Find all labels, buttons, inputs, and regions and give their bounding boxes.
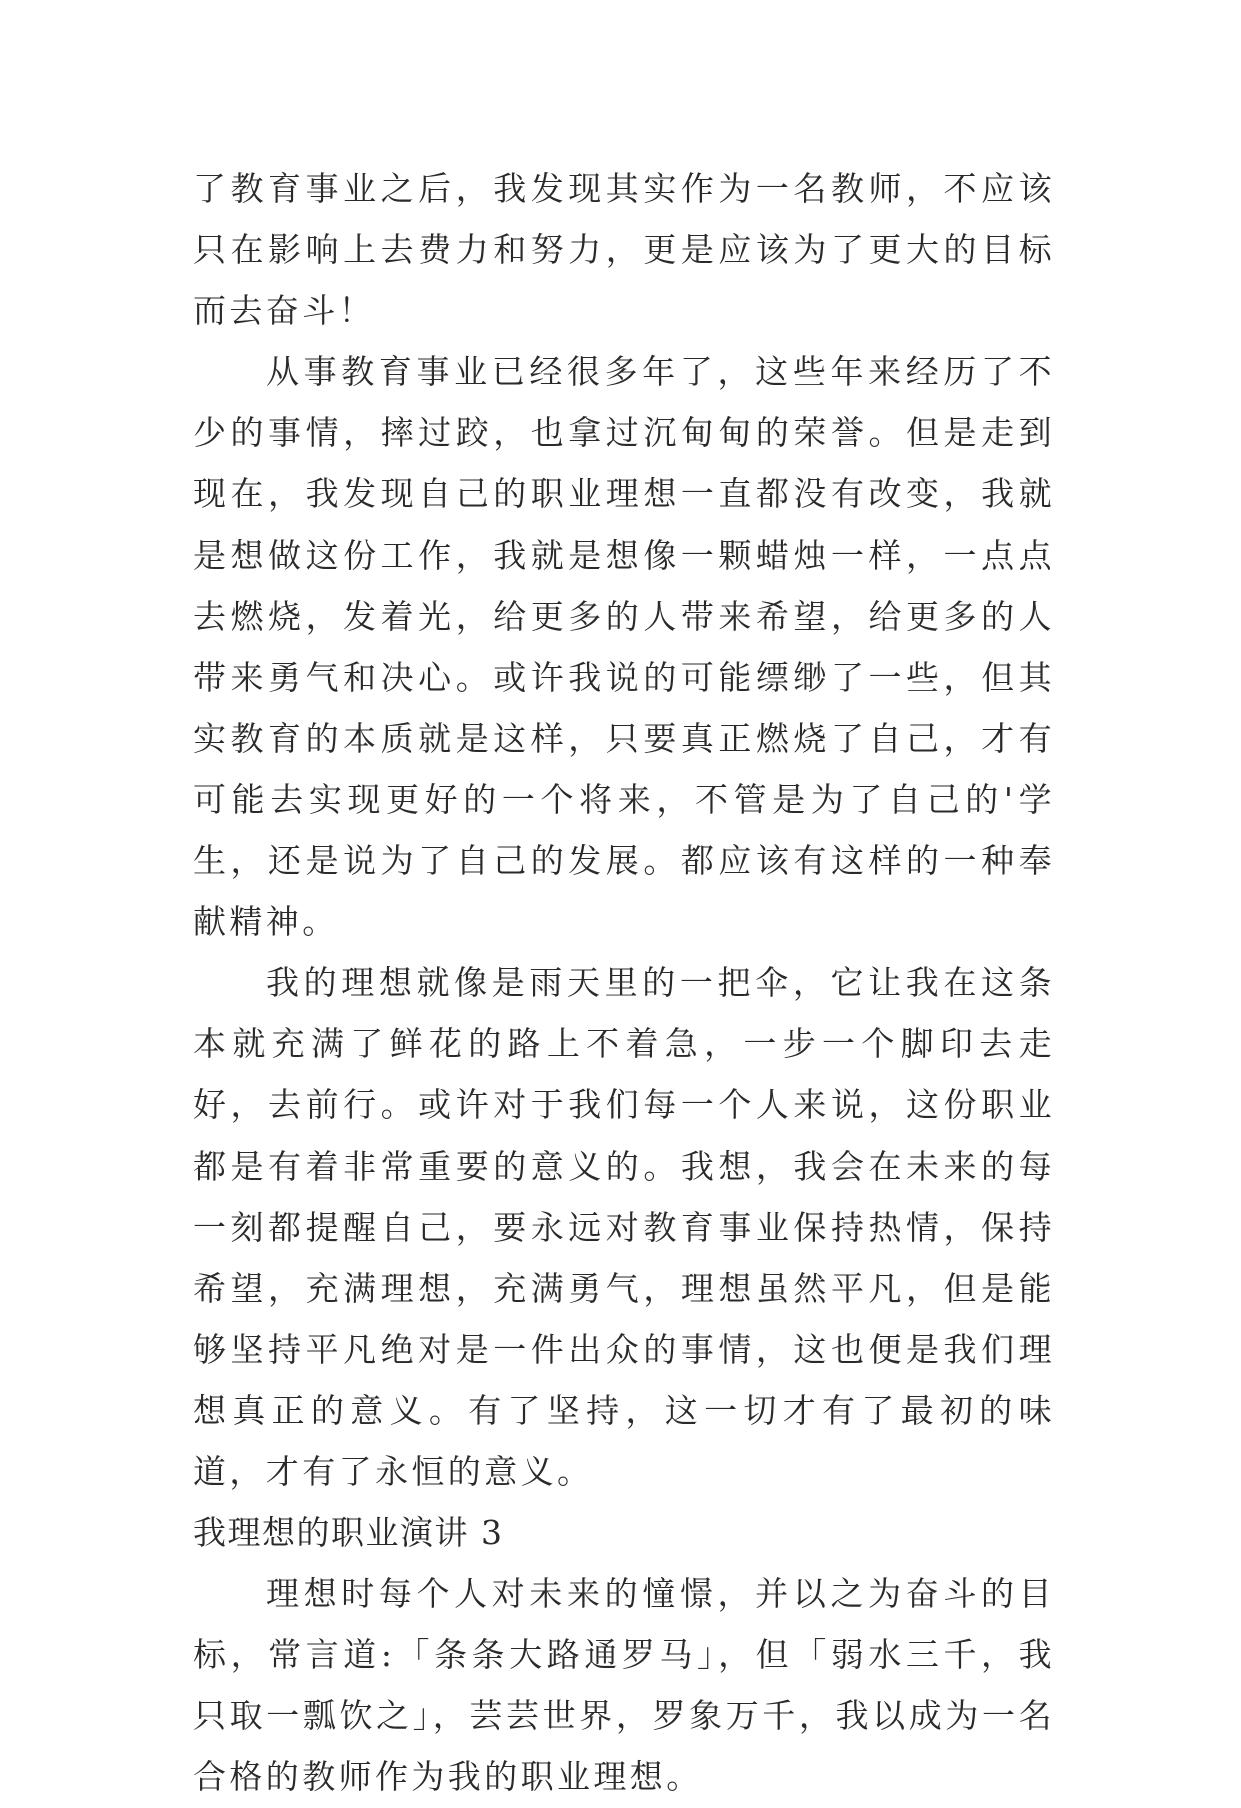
- document-body: [193, 158, 1055, 1808]
- paragraph-teacher-ideal: 理想时每个人对未来的憧憬，并以之为奋斗的目标，常言道:「条条大路通罗马」，但「弱水三千，我只取一瓢饮之」，芸芸世界，罗象万千，我以成为一名合格的教师作为我的职业理想。: [193, 1574, 1055, 1797]
- paragraph-career-ideal: 从事教育事业已经很多年了，这些年来经历了不少的事情，摔过跤，也拿过沉甸甸的荣誉。但是走到现在，我发现自己的职业理想一直都没有改变，我就是想做这份工作，我就是想像一颗蜡烛一样，一点点去燃烧，发着光，给更多的人带来希望，给更多的人带来勇气和决心。或许我说的可能缥缈了一些，但其实教育的本质就是这样，只要真正燃烧了自己，才有可能去实现更好的一个将来，不管是为了自己的'学生，还是说为了自己的发展。都应该有这样的一种奉献精神。: [193, 352, 1055, 942]
- paragraph-continuation: 了教育事业之后，我发现其实作为一名教师，不应该只在影响上去费力和努力，更是应该为了更大的目标而去奋斗！: [193, 169, 1055, 331]
- section-heading: 我理想的职业演讲 3: [193, 1513, 504, 1553]
- paragraph-umbrella-metaphor: 我的理想就像是雨天里的一把伞，它让我在这条本就充满了鲜花的路上不着急，一步一个脚印去走好，去前行。或许对于我们每一个人来说，这份职业都是有着非常重要的意义的。我想，我会在未来的每一刻都提醒自己，要永远对教育事业保持热情，保持希望，充满理想，充满勇气，理想虽然平凡，但是能够坚持平凡绝对是一件出众的事情，这也便是我们理想真正的意义。有了坚持，这一切才有了最初的味道，才有了永恒的意义。: [193, 963, 1055, 1491]
